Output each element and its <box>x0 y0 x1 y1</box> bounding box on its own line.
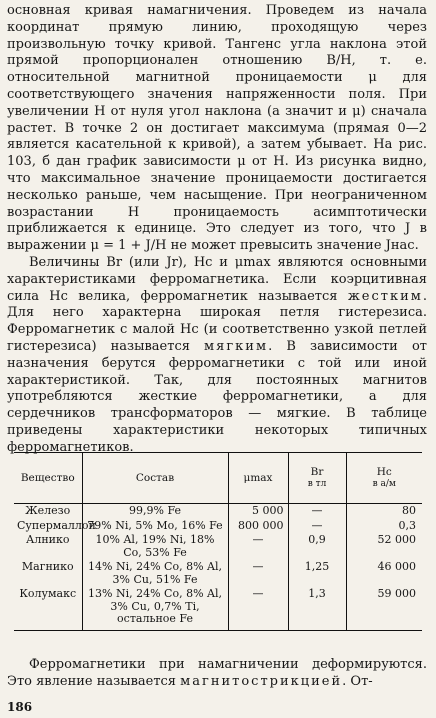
cell-mu-max: — <box>228 560 288 587</box>
cell-mu-max: — <box>228 533 288 560</box>
table-row <box>14 587 422 630</box>
cell-hc: 59 000 <box>346 587 422 630</box>
cell-br: — <box>288 504 346 519</box>
cell-hc: 46 000 <box>346 560 422 587</box>
cell-br: 1,3 <box>288 587 346 630</box>
cell-substance: Железо <box>14 504 82 519</box>
cell-mu-max: 5 000 <box>228 504 288 519</box>
header-composition: Состав <box>82 453 228 504</box>
cell-composition: 13% Ni, 24% Co, 8% Al, 3% Cu, 0,7% Ti, остальное Fe <box>82 587 228 630</box>
term-soft: мягким <box>204 338 269 354</box>
cell-substance: Колумакс <box>14 587 82 630</box>
paragraph-2 <box>7 255 427 457</box>
cell-substance: Магнико <box>14 560 82 587</box>
header-substance: Вещество <box>14 453 82 504</box>
term-hard: жестким <box>347 288 423 304</box>
paragraph-2-part-b: . Для него характерна широкая петля гистерезиса. Ферромагнетик с малой Hc (и соответственно узкой петлей гистерезиса) называется <box>7 288 427 354</box>
table-row <box>14 560 422 587</box>
cell-mu-max: — <box>228 587 288 630</box>
cell-mu-max: 800 000 <box>228 519 288 534</box>
term-magnetostriction: магнитострикцией <box>180 674 343 689</box>
cell-hc: 80 <box>346 504 422 519</box>
header-hc-unit: в а/м <box>372 479 396 489</box>
cell-br: 1,25 <box>288 560 346 587</box>
header-hc <box>346 453 422 504</box>
header-br <box>288 453 346 504</box>
page-number: 186 <box>7 700 33 714</box>
header-mu-max: μmax <box>228 453 288 504</box>
header-br-symbol: Br <box>310 465 324 478</box>
paragraph-2-part-a: Величины Br (или Jr), Hc и μmax являются основными характеристиками ферромагнетика. Если коэрцитивная сила Hc велика, ферромагнетик называется <box>7 254 427 304</box>
cell-composition: 14% Ni, 24% Co, 8% Al, 3% Cu, 51% Fe <box>82 560 228 587</box>
cell-br: 0,9 <box>288 533 346 560</box>
paragraph-3-part-a: Ферромагнетики при намагничении деформируются. Это явление называется <box>7 657 427 689</box>
cell-composition: 99,9% Fe <box>82 504 228 519</box>
ferromagnet-table-wrap <box>14 452 422 631</box>
paragraph-2-part-c: . В зависимости от назначения берутся ферромагнетики с той или иной характеристикой. Так, для постоянных магнитов употребляются жесткие ферромагнетики, а для сердечников трансформаторов — мягкие. В таблице приведены характеристики некоторых типичных ферромагнетиков. <box>7 338 427 455</box>
main-text <box>7 3 427 457</box>
header-br-unit: в тл <box>307 479 327 489</box>
paragraph-1: основная кривая намагничения. Проведем из начала координат прямую линию, проходящую через произвольную точку кривой. Тангенс угла наклона этой прямой пропорционален отношению B/H, т. е. относительной магнитной проницаемости μ для соответствующего значения напряженности поля. При увеличении H от нуля угол наклона (а значит и μ) сначала растет. В точке 2 он достигает максимума (прямая 0—2 является касательной к кривой), а затем убывает. На рис. 103, б дан график зависимости μ от H. Из рисунка видно, что максимальное значение проницаемости достигается несколько раньше, чем насыщение. При неограниченном возрастании H проницаемость асимптотически приближается к единице. Это следует из того, что J в выражении μ = 1 + J/H не может превысить значение Jнас. <box>7 3 427 254</box>
closing-text <box>7 656 427 690</box>
paragraph-3 <box>7 656 427 690</box>
table-row <box>14 519 422 534</box>
table-row <box>14 504 422 519</box>
ferromagnet-table <box>14 452 422 631</box>
cell-hc: 0,3 <box>346 519 422 534</box>
cell-hc: 52 000 <box>346 533 422 560</box>
cell-substance: Алнико <box>14 533 82 560</box>
table-header-row <box>14 453 422 504</box>
paragraph-3-part-b: . От- <box>342 674 373 689</box>
cell-composition: 10% Al, 19% Ni, 18% Co, 53% Fe <box>82 533 228 560</box>
cell-composition: 79% Ni, 5% Mo, 16% Fe <box>82 519 228 534</box>
header-hc-symbol: Hc <box>376 465 392 478</box>
table-row <box>14 533 422 560</box>
cell-substance: Супермаллой <box>14 519 82 534</box>
cell-br: — <box>288 519 346 534</box>
